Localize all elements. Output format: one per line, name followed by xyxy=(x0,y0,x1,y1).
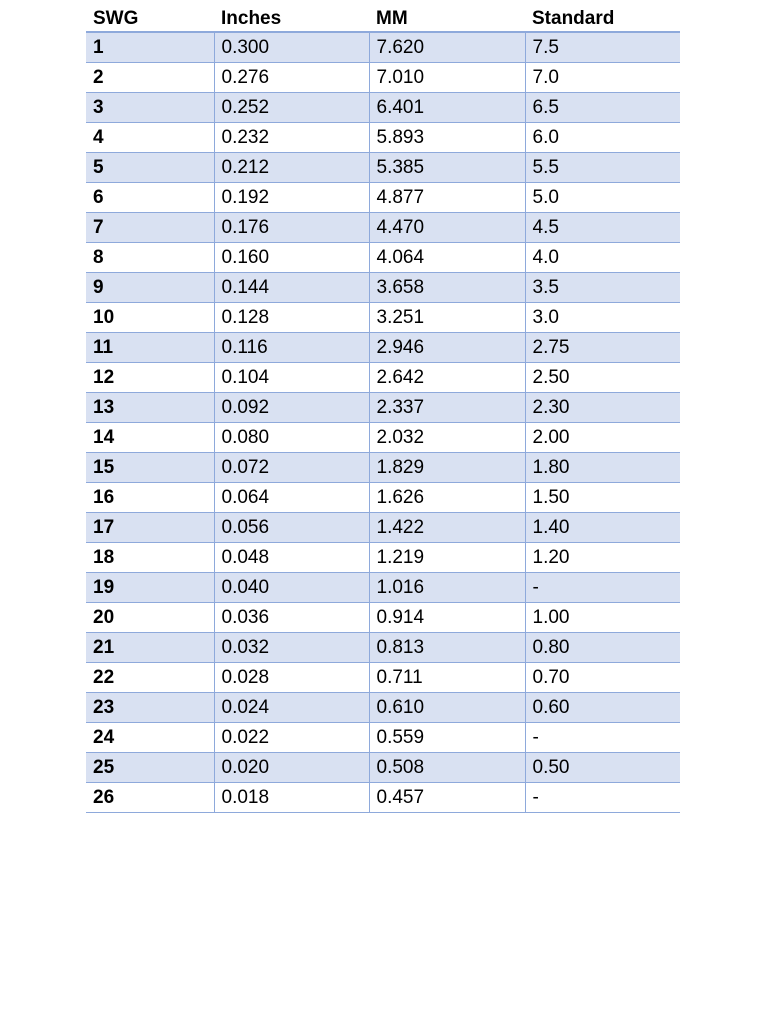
mm-cell: 7.620 xyxy=(369,32,525,63)
swg-conversion-table xyxy=(86,0,680,813)
standard-cell: 4.5 xyxy=(525,213,680,243)
mm-cell: 2.946 xyxy=(369,333,525,363)
inches-cell: 0.080 xyxy=(214,423,369,453)
swg-cell: 11 xyxy=(86,333,214,363)
inches-cell: 0.116 xyxy=(214,333,369,363)
swg-cell: 16 xyxy=(86,483,214,513)
standard-cell: 1.80 xyxy=(525,453,680,483)
inches-cell: 0.160 xyxy=(214,243,369,273)
inches-cell: 0.024 xyxy=(214,693,369,723)
swg-cell: 8 xyxy=(86,243,214,273)
column-header-mm: MM xyxy=(369,0,525,32)
standard-cell: 7.0 xyxy=(525,63,680,93)
mm-cell: 3.658 xyxy=(369,273,525,303)
mm-cell: 0.813 xyxy=(369,633,525,663)
swg-cell: 9 xyxy=(86,273,214,303)
swg-cell: 17 xyxy=(86,513,214,543)
mm-cell: 0.610 xyxy=(369,693,525,723)
standard-cell: 2.75 xyxy=(525,333,680,363)
inches-cell: 0.040 xyxy=(214,573,369,603)
inches-cell: 0.212 xyxy=(214,153,369,183)
standard-cell: 6.0 xyxy=(525,123,680,153)
mm-cell: 2.032 xyxy=(369,423,525,453)
table-row xyxy=(86,363,680,393)
inches-cell: 0.276 xyxy=(214,63,369,93)
gauge-table-sheet xyxy=(86,0,680,813)
table-row xyxy=(86,483,680,513)
mm-cell: 0.711 xyxy=(369,663,525,693)
inches-cell: 0.032 xyxy=(214,633,369,663)
table-row xyxy=(86,183,680,213)
table-row xyxy=(86,543,680,573)
inches-cell: 0.128 xyxy=(214,303,369,333)
swg-cell: 20 xyxy=(86,603,214,633)
swg-cell: 2 xyxy=(86,63,214,93)
mm-cell: 4.877 xyxy=(369,183,525,213)
table-row xyxy=(86,303,680,333)
mm-cell: 2.642 xyxy=(369,363,525,393)
mm-cell: 0.914 xyxy=(369,603,525,633)
standard-cell: 5.0 xyxy=(525,183,680,213)
standard-cell: 6.5 xyxy=(525,93,680,123)
swg-cell: 19 xyxy=(86,573,214,603)
inches-cell: 0.022 xyxy=(214,723,369,753)
standard-cell: 4.0 xyxy=(525,243,680,273)
standard-cell: - xyxy=(525,573,680,603)
standard-cell: 1.20 xyxy=(525,543,680,573)
inches-cell: 0.018 xyxy=(214,783,369,813)
mm-cell: 5.893 xyxy=(369,123,525,153)
swg-cell: 12 xyxy=(86,363,214,393)
table-row xyxy=(86,453,680,483)
table-row xyxy=(86,663,680,693)
swg-cell: 24 xyxy=(86,723,214,753)
standard-cell: 1.50 xyxy=(525,483,680,513)
swg-cell: 22 xyxy=(86,663,214,693)
table-body xyxy=(86,32,680,813)
table-row xyxy=(86,63,680,93)
mm-cell: 1.829 xyxy=(369,453,525,483)
table-header xyxy=(86,0,680,32)
swg-cell: 18 xyxy=(86,543,214,573)
mm-cell: 0.559 xyxy=(369,723,525,753)
table-row xyxy=(86,123,680,153)
swg-cell: 5 xyxy=(86,153,214,183)
swg-cell: 6 xyxy=(86,183,214,213)
swg-cell: 14 xyxy=(86,423,214,453)
inches-cell: 0.104 xyxy=(214,363,369,393)
standard-cell: - xyxy=(525,723,680,753)
standard-cell: 5.5 xyxy=(525,153,680,183)
mm-cell: 1.016 xyxy=(369,573,525,603)
table-row xyxy=(86,603,680,633)
table-row xyxy=(86,783,680,813)
inches-cell: 0.072 xyxy=(214,453,369,483)
table-row xyxy=(86,273,680,303)
table-row xyxy=(86,93,680,123)
inches-cell: 0.020 xyxy=(214,753,369,783)
standard-cell: 3.0 xyxy=(525,303,680,333)
table-row xyxy=(86,153,680,183)
standard-cell: 3.5 xyxy=(525,273,680,303)
mm-cell: 7.010 xyxy=(369,63,525,93)
table-row xyxy=(86,573,680,603)
swg-cell: 25 xyxy=(86,753,214,783)
swg-cell: 10 xyxy=(86,303,214,333)
inches-cell: 0.232 xyxy=(214,123,369,153)
mm-cell: 1.422 xyxy=(369,513,525,543)
swg-cell: 13 xyxy=(86,393,214,423)
inches-cell: 0.092 xyxy=(214,393,369,423)
column-header-swg: SWG xyxy=(86,0,214,32)
mm-cell: 3.251 xyxy=(369,303,525,333)
standard-cell: 0.50 xyxy=(525,753,680,783)
standard-cell: 7.5 xyxy=(525,32,680,63)
inches-cell: 0.144 xyxy=(214,273,369,303)
column-header-inches: Inches xyxy=(214,0,369,32)
inches-cell: 0.028 xyxy=(214,663,369,693)
mm-cell: 1.219 xyxy=(369,543,525,573)
mm-cell: 5.385 xyxy=(369,153,525,183)
swg-cell: 23 xyxy=(86,693,214,723)
standard-cell: 2.30 xyxy=(525,393,680,423)
inches-cell: 0.056 xyxy=(214,513,369,543)
swg-cell: 3 xyxy=(86,93,214,123)
inches-cell: 0.048 xyxy=(214,543,369,573)
mm-cell: 4.470 xyxy=(369,213,525,243)
swg-cell: 15 xyxy=(86,453,214,483)
table-row xyxy=(86,213,680,243)
inches-cell: 0.252 xyxy=(214,93,369,123)
table-row xyxy=(86,723,680,753)
table-row xyxy=(86,513,680,543)
swg-cell: 4 xyxy=(86,123,214,153)
table-row xyxy=(86,32,680,63)
inches-cell: 0.036 xyxy=(214,603,369,633)
mm-cell: 0.457 xyxy=(369,783,525,813)
column-header-standard: Standard xyxy=(525,0,680,32)
inches-cell: 0.176 xyxy=(214,213,369,243)
standard-cell: 0.60 xyxy=(525,693,680,723)
standard-cell: 1.00 xyxy=(525,603,680,633)
inches-cell: 0.064 xyxy=(214,483,369,513)
table-row xyxy=(86,333,680,363)
table-row xyxy=(86,393,680,423)
standard-cell: 0.70 xyxy=(525,663,680,693)
standard-cell: 2.50 xyxy=(525,363,680,393)
table-row xyxy=(86,633,680,663)
swg-cell: 7 xyxy=(86,213,214,243)
swg-cell: 1 xyxy=(86,32,214,63)
table-row xyxy=(86,423,680,453)
table-row xyxy=(86,243,680,273)
table-row xyxy=(86,753,680,783)
inches-cell: 0.300 xyxy=(214,32,369,63)
standard-cell: 2.00 xyxy=(525,423,680,453)
swg-cell: 26 xyxy=(86,783,214,813)
standard-cell: - xyxy=(525,783,680,813)
standard-cell: 1.40 xyxy=(525,513,680,543)
inches-cell: 0.192 xyxy=(214,183,369,213)
header-row xyxy=(86,0,680,32)
standard-cell: 0.80 xyxy=(525,633,680,663)
mm-cell: 4.064 xyxy=(369,243,525,273)
swg-cell: 21 xyxy=(86,633,214,663)
mm-cell: 0.508 xyxy=(369,753,525,783)
mm-cell: 1.626 xyxy=(369,483,525,513)
mm-cell: 6.401 xyxy=(369,93,525,123)
table-row xyxy=(86,693,680,723)
mm-cell: 2.337 xyxy=(369,393,525,423)
